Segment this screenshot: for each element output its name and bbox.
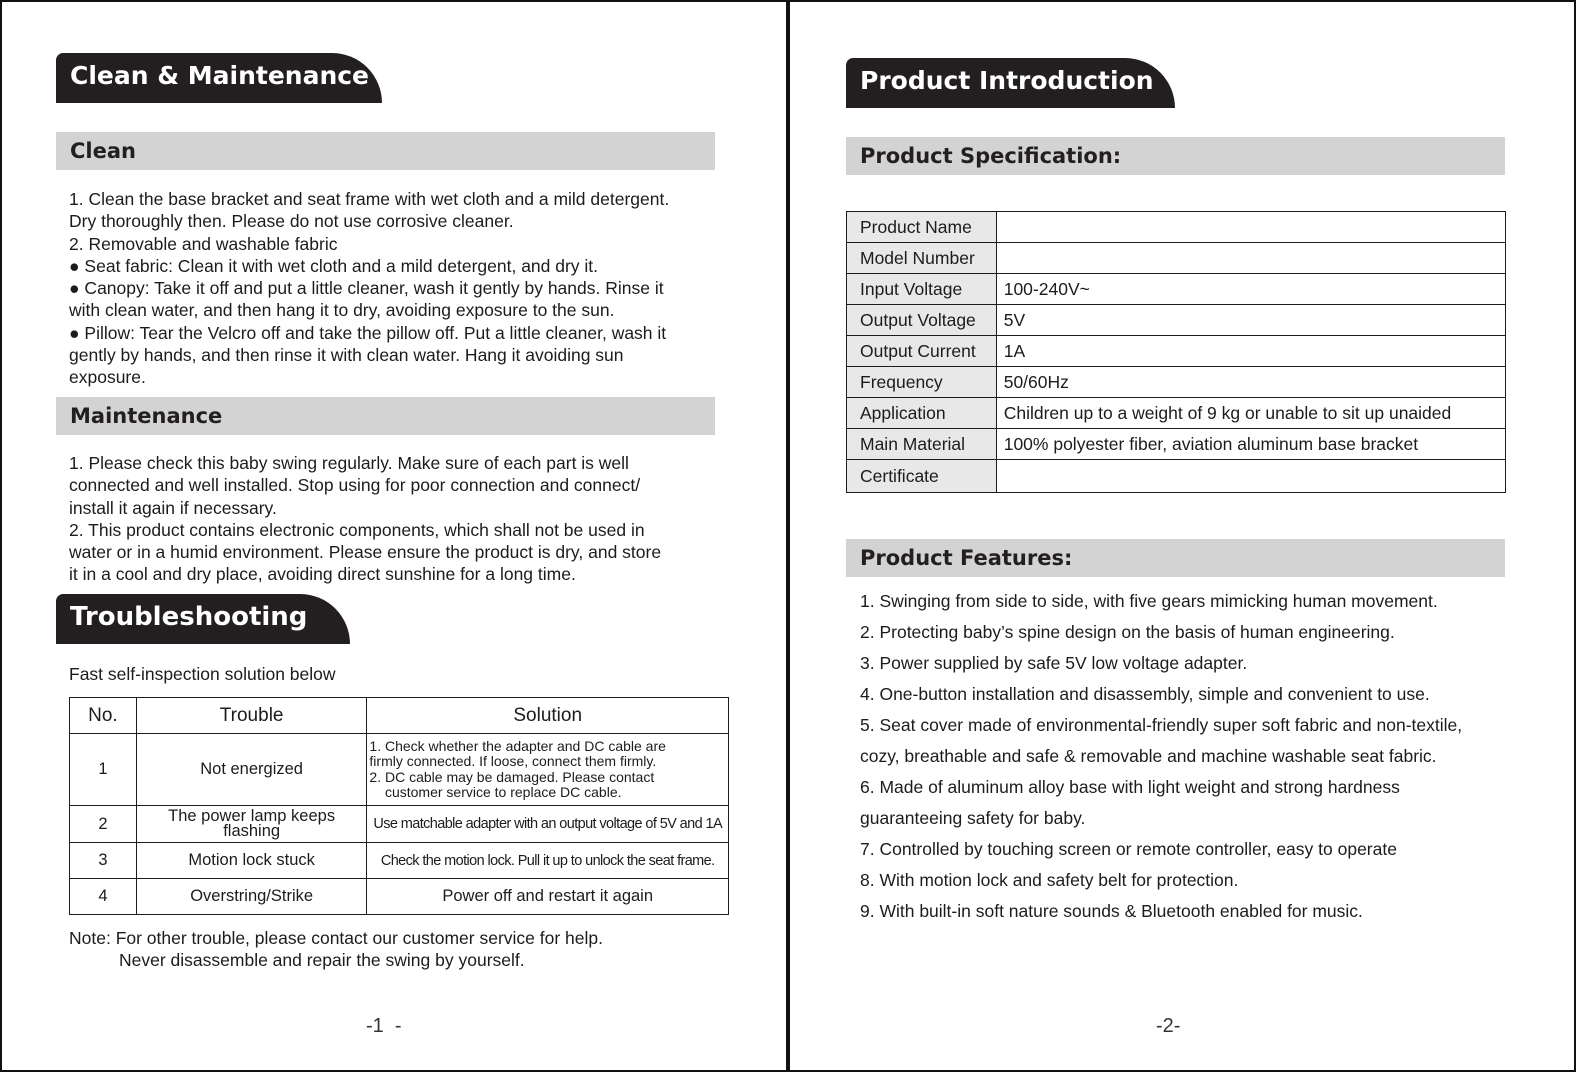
row-solution: Power off and restart it again <box>367 879 729 915</box>
troubleshooting-title: Troubleshooting <box>56 594 350 644</box>
page-right <box>786 0 1576 1072</box>
maintenance-text <box>69 452 661 586</box>
spec-key: Frequency <box>847 367 997 398</box>
feature-line: 7. Controlled by touching screen or remote controller, easy to operate <box>860 839 1397 859</box>
feature-line: 1. Swinging from side to side, with five gears mimicking human movement. <box>860 591 1438 611</box>
clean-line: 1. Clean the base bracket and seat frame with wet cloth and a mild detergent. <box>69 189 670 209</box>
row-solution: Check the motion lock. Pull it up to unlock the seat frame. <box>367 843 729 879</box>
maintenance-heading: Maintenance <box>56 397 715 435</box>
solution-line: customer service to replace DC cable. <box>369 784 622 800</box>
troubleshooting-intro: Fast self-inspection solution below <box>69 664 336 684</box>
feature-line: 2. Protecting baby’s spine design on the basis of human engineering. <box>860 622 1395 642</box>
page-left <box>0 0 786 1072</box>
maintenance-line: 2. This product contains electronic components, which shall not be used in <box>69 519 645 540</box>
clean-maintenance-title: Clean & Maintenance <box>56 53 382 103</box>
solution-line: firmly connected. If loose, connect them firmly. <box>369 753 657 769</box>
feature-line: 5. Seat cover made of environmental-friendly super soft fabric and non-textile, <box>860 715 1463 735</box>
spec-key: Output Current <box>847 336 997 367</box>
table-row <box>847 336 1506 367</box>
clean-line: gently by hands, and then rinse it with clean water. Hang it avoiding sun <box>69 345 624 366</box>
solution-line: 1. Check whether the adapter and DC cable are <box>369 737 666 754</box>
row-trouble <box>136 806 367 843</box>
row-trouble: Overstring/Strike <box>136 879 367 915</box>
feature-line: 4. One-button installation and disassembly, simple and convenient to use. <box>860 684 1430 704</box>
spec-value <box>996 460 1505 493</box>
row-no: 4 <box>70 879 137 915</box>
note-line: Never disassemble and repair the swing by yourself. <box>119 950 525 971</box>
spec-value <box>996 243 1505 274</box>
clean-line: ● Pillow: Tear the Velcro off and take the pillow off. Put a little cleaner, wash it <box>69 322 667 343</box>
spec-value: 5V <box>996 305 1505 336</box>
table-header-row <box>70 698 729 734</box>
clean-line: ● Seat fabric: Clean it with wet cloth and a mild detergent, and dry it. <box>69 255 599 276</box>
spec-key: Model Number <box>847 243 997 274</box>
row-no: 1 <box>70 734 137 806</box>
clean-line: ● Canopy: Take it off and put a little cleaner, wash it gently by hands. Rinse it <box>69 278 664 299</box>
spec-table <box>846 211 1506 493</box>
spec-key: Certificate <box>847 460 997 493</box>
row-solution <box>367 734 729 806</box>
page-number-left: -1 - <box>366 1015 402 1037</box>
table-row <box>847 305 1506 336</box>
spec-value: 50/60Hz <box>996 367 1505 398</box>
feature-line: 8. With motion lock and safety belt for protection. <box>860 870 1239 890</box>
row-no: 3 <box>70 843 137 879</box>
row-no: 2 <box>70 806 137 843</box>
clean-line: with clean water, and then hang it to dry, avoiding exposure to the sun. <box>69 300 615 321</box>
table-row <box>847 212 1506 243</box>
troubleshooting-table <box>69 697 729 915</box>
solution-line: 2. DC cable may be damaged. Please contact <box>369 768 655 785</box>
feature-line: 3. Power supplied by safe 5V low voltage adapter. <box>860 653 1248 673</box>
features-list <box>860 586 1462 927</box>
troubleshooting-note <box>69 927 603 972</box>
col-header-solution: Solution <box>367 698 729 734</box>
maintenance-line: water or in a humid environment. Please ensure the product is dry, and store <box>69 542 662 563</box>
spec-value: 100% polyester fiber, aviation aluminum base bracket <box>996 429 1505 460</box>
row-trouble: Not energized <box>136 734 367 806</box>
clean-line: 2. Removable and washable fabric <box>69 233 338 254</box>
row-solution: Use matchable adapter with an output voltage of 5V and 1A <box>367 806 729 843</box>
spec-value: Children up to a weight of 9 kg or unable to sit up unaided <box>996 398 1505 429</box>
clean-text <box>69 188 669 389</box>
table-row <box>847 429 1506 460</box>
page-number-right: -2- <box>1156 1015 1181 1037</box>
feature-line: cozy, breathable and safe & removable and machine washable seat fabric. <box>860 746 1437 766</box>
table-row <box>847 367 1506 398</box>
clean-line: exposure. <box>69 367 146 388</box>
table-row <box>847 460 1506 493</box>
spec-value: 100-240V~ <box>996 274 1505 305</box>
spec-key: Output Voltage <box>847 305 997 336</box>
maintenance-line: connected and well installed. Stop using for poor connection and connect/ <box>69 475 641 496</box>
spec-value <box>996 212 1505 243</box>
table-row <box>70 843 729 879</box>
table-row <box>70 806 729 843</box>
table-row <box>847 274 1506 305</box>
features-heading: Product Features: <box>846 539 1505 577</box>
table-row <box>70 734 729 806</box>
col-header-no: No. <box>70 698 137 734</box>
product-introduction-title: Product Introduction <box>846 58 1175 108</box>
spec-key: Product Name <box>847 212 997 243</box>
maintenance-line: install it again if necessary. <box>69 497 277 518</box>
table-row <box>70 879 729 915</box>
spec-heading: Product Specification: <box>846 137 1505 175</box>
clean-line: Dry thoroughly then. Please do not use corrosive cleaner. <box>69 211 514 232</box>
maintenance-line: 1. Please check this baby swing regularly. Make sure of each part is well <box>69 453 629 473</box>
feature-line: guaranteeing safety for baby. <box>860 808 1086 828</box>
row-trouble: Motion lock stuck <box>136 843 367 879</box>
feature-line: 9. With built-in soft nature sounds & Bluetooth enabled for music. <box>860 901 1363 921</box>
col-header-trouble: Trouble <box>136 698 367 734</box>
spec-key: Input Voltage <box>847 274 997 305</box>
clean-heading: Clean <box>56 132 715 170</box>
spec-key: Application <box>847 398 997 429</box>
note-line: Note: For other trouble, please contact our customer service for help. <box>69 928 604 948</box>
spec-value: 1A <box>996 336 1505 367</box>
feature-line: 6. Made of aluminum alloy base with light weight and strong hardness <box>860 777 1400 797</box>
table-row <box>847 398 1506 429</box>
spec-key: Main Material <box>847 429 997 460</box>
maintenance-line: it in a cool and dry place, avoiding direct sunshine for a long time. <box>69 564 576 585</box>
trouble-line: The power lamp keeps <box>168 807 336 825</box>
trouble-line: flashing <box>223 822 281 840</box>
table-row <box>847 243 1506 274</box>
